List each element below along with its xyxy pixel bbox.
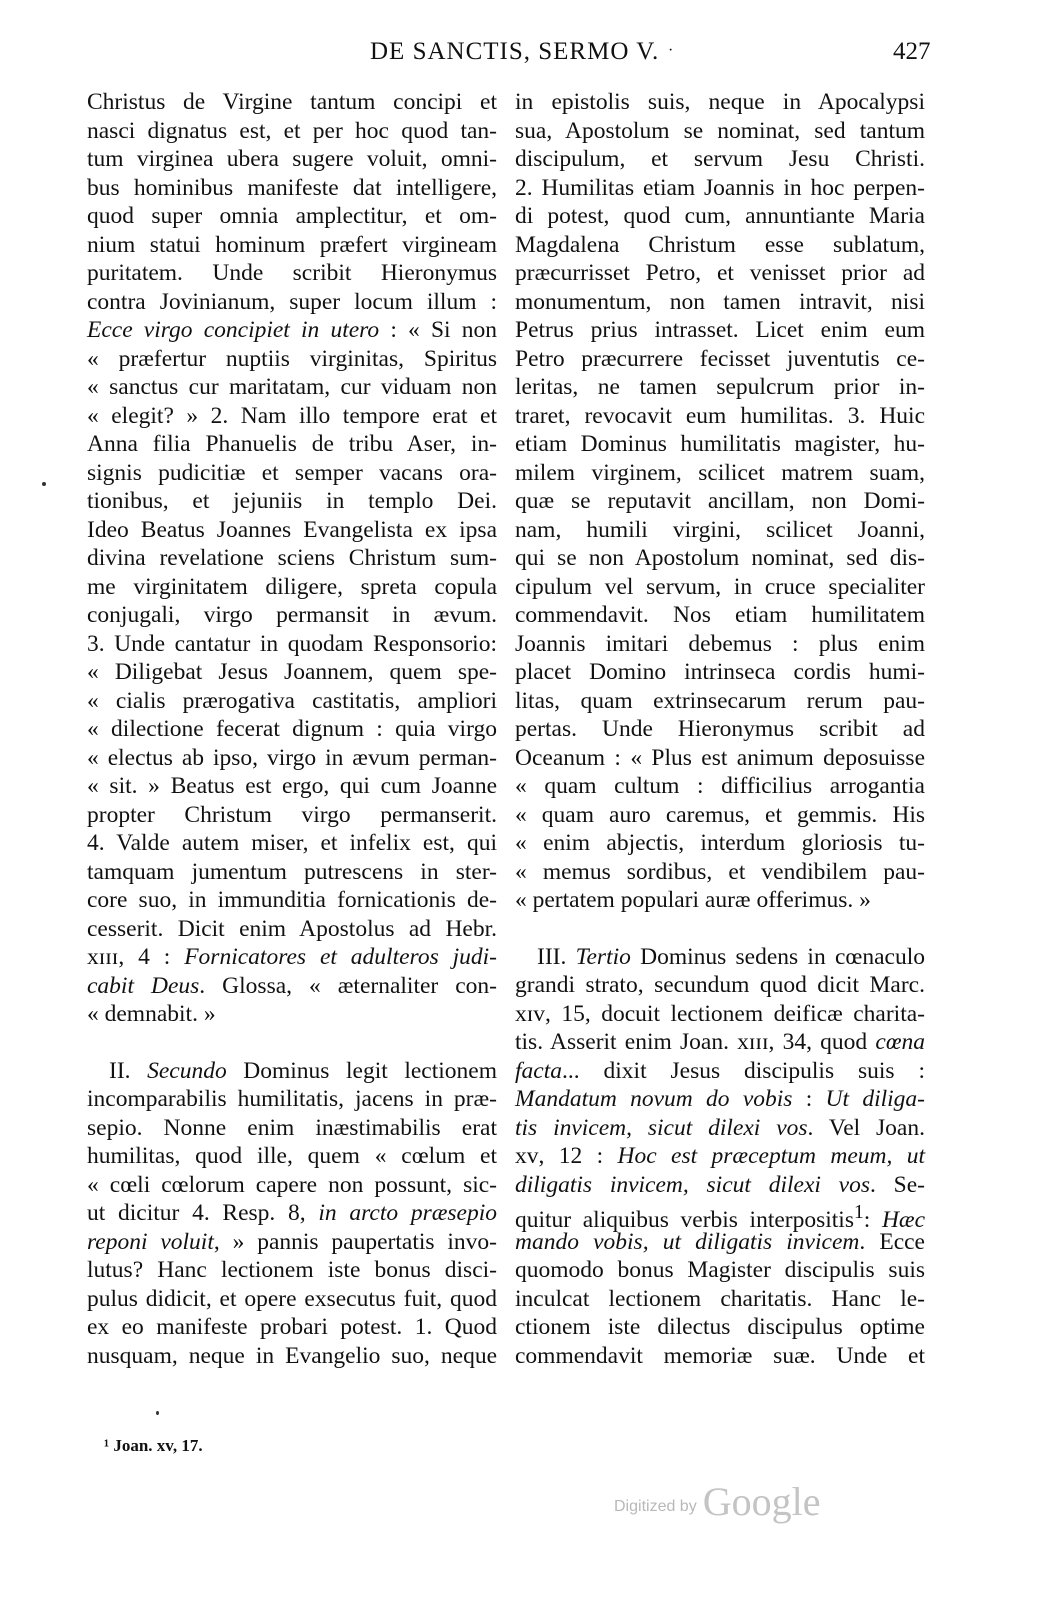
text-line: etiam Dominus humilitatis magister, hu- bbox=[515, 431, 925, 457]
text-line: grandi strato, secundum quod dicit Marc. bbox=[515, 972, 925, 998]
text-line: « elegit? » 2. Nam illo tempore erat et bbox=[87, 402, 497, 429]
text-line: 2. Humilitas etiam Joannis in hoc perpen- bbox=[515, 174, 925, 201]
text-line: sepio. Nonne enim inæstimabilis erat bbox=[87, 1114, 497, 1141]
text-line: « quam auro caremus, et gemmis. His bbox=[515, 801, 925, 828]
left-text-column bbox=[87, 88, 497, 1370]
text-line: propter Christum virgo permanserit. bbox=[87, 801, 497, 828]
text-line: nium statui hominum præfert virgineam bbox=[87, 231, 497, 258]
running-title: DE SANCTIS, SERMO V. bbox=[370, 38, 660, 65]
text-line: lutus? Hanc lectionem iste bonus disci- bbox=[87, 1257, 497, 1283]
text-line: me virginitatem diligere, spreta copula bbox=[87, 573, 497, 600]
text-line: « sit. » Beatus est ergo, qui cum Joanne bbox=[87, 773, 497, 799]
text-line: qui se non Apostolum nominat, sed dis- bbox=[515, 545, 925, 571]
text-line: « demnabit. » bbox=[87, 1001, 216, 1027]
text-line: pertas. Unde Hieronymus scribit ad bbox=[515, 716, 925, 742]
text-line: quomodo bonus Magister discipulis suis bbox=[515, 1257, 925, 1283]
text-line: xɪɪɪ, 4 : Fornicatores et adulteros judi- bbox=[87, 944, 497, 970]
text-line: monumentum, non tamen intravit, nisi bbox=[515, 288, 925, 315]
text-line: « memus sordibus, et vendibilem pau- bbox=[515, 858, 925, 885]
text-line: « cœli cœlorum capere non possunt, sic- bbox=[87, 1171, 497, 1198]
text-line: contra Jovinianum, super locum illum : bbox=[87, 288, 497, 315]
text-line: signis pudicitiæ et semper vacans ora- bbox=[87, 459, 497, 486]
watermark-google-logo: Google bbox=[702, 1479, 821, 1524]
text-line: core suo, in immunditia fornicationis de- bbox=[87, 887, 497, 913]
text-line: diligatis invicem, sicut dilexi vos. Se- bbox=[515, 1171, 925, 1198]
text-line: tamquam jumentum putrescens in ster- bbox=[87, 858, 497, 885]
text-line: tis invicem, sicut dilexi vos. Vel Joan. bbox=[515, 1114, 925, 1141]
text-line: commendavit memoriæ suæ. Unde et bbox=[515, 1342, 925, 1369]
text-line: di potest, quod cum, annuntiante Maria bbox=[515, 203, 925, 229]
text-line: sua, Apostolum se nominat, sed tantum bbox=[515, 117, 925, 144]
running-header bbox=[0, 38, 1062, 72]
text-line: tum virginea ubera sugere voluit, omni- bbox=[87, 146, 497, 172]
margin-speck bbox=[42, 482, 46, 486]
header-mark: · bbox=[668, 42, 674, 59]
text-line: placet Domino intrinseca cordis humi- bbox=[515, 659, 925, 685]
text-line: inculcat lectionem charitatis. Hanc le- bbox=[515, 1285, 925, 1312]
margin-speck bbox=[156, 1411, 159, 1415]
text-line: cesserit. Dicit enim Apostolus ad Hebr. bbox=[87, 915, 497, 942]
text-line: leritas, ne tamen sepulcrum prior in- bbox=[515, 374, 925, 400]
text-line: reponi voluit, » pannis paupertatis invo- bbox=[87, 1228, 497, 1255]
footnote: ¹ Joan. xv, 17. bbox=[104, 1436, 203, 1455]
text-line: « sanctus cur maritatam, cur viduam non bbox=[87, 374, 497, 400]
text-line: Anna filia Phanuelis de tribu Aser, in- bbox=[87, 431, 497, 457]
text-line: humilitas, quod ille, quem « cœlum et bbox=[87, 1143, 497, 1169]
text-line: nam, humili virgini, scilicet Joanni, bbox=[515, 516, 925, 543]
text-line: xᴠ, 12 : Hoc est præceptum meum, ut bbox=[515, 1143, 925, 1169]
text-line: præcurrisset Petro, et venisset prior ad bbox=[515, 260, 925, 286]
text-line: 3. Unde cantatur in quodam Responsorio: bbox=[87, 630, 497, 657]
text-line: Mandatum novum do vobis : Ut diliga- bbox=[515, 1086, 925, 1112]
text-line: cabit Deus. Glossa, « æternaliter con- bbox=[87, 972, 497, 999]
text-line: litas, quam extrinsecarum rerum pau- bbox=[515, 687, 925, 714]
text-line: puritatem. Unde scribit Hieronymus bbox=[87, 260, 497, 286]
text-line: « electus ab ipso, virgo in ævum perman- bbox=[87, 744, 497, 771]
text-line: Joannis imitari debemus : plus enim bbox=[515, 630, 925, 657]
text-line: tionibus, et jejuniis in templo Dei. bbox=[87, 488, 497, 514]
text-line: ex eo manifeste probari potest. 1. Quod bbox=[87, 1314, 497, 1340]
text-line: quitur aliquibus verbis interpositis$^1$: Hæc bbox=[515, 1202, 926, 1233]
text-line: tis. Asserit enim Joan. xɪɪɪ, 34, quod cœna bbox=[515, 1029, 925, 1055]
paragraph-gap bbox=[515, 915, 925, 943]
text-line: Magdalena Christum esse sublatum, bbox=[515, 231, 925, 258]
text-line: facta... dixit Jesus discipulis suis : bbox=[515, 1057, 925, 1084]
text-line: discipulum, et servum Jesu Christi. bbox=[515, 146, 925, 172]
text-line: « præfertur nuptiis virginitas, Spiritus bbox=[87, 345, 497, 372]
text-line: quod super omnia amplectitur, et om- bbox=[87, 203, 497, 229]
text-line: Petro præcurrere fecisset juventutis ce- bbox=[515, 345, 925, 372]
text-line: quæ se reputavit ancillam, non Domi- bbox=[515, 488, 925, 514]
text-line: Christus de Virgine tantum concipi et bbox=[87, 89, 497, 115]
right-text-column bbox=[515, 88, 925, 1370]
text-line: divina revelatione sciens Christum sum- bbox=[87, 545, 497, 571]
text-line: Oceanum : « Plus est animum deposuisse bbox=[515, 744, 925, 771]
text-line: « dilectione fecerat dignum : quia virgo bbox=[87, 716, 497, 742]
text-line: in epistolis suis, neque in Apocalypsi bbox=[515, 89, 925, 115]
text-line: ctionem iste dilectus discipulus optime bbox=[515, 1314, 925, 1340]
text-line: « pertatem populari auræ offerimus. » bbox=[515, 887, 871, 913]
text-line: Ideo Beatus Joannes Evangelista ex ipsa bbox=[87, 516, 497, 543]
paragraph-gap bbox=[87, 1029, 497, 1057]
text-line: Petrus prius intrasset. Licet enim eum bbox=[515, 317, 925, 343]
text-line: nusquam, neque in Evangelio suo, neque bbox=[87, 1342, 497, 1369]
text-line: III. Tertio Dominus sedens in cœnaculo bbox=[537, 943, 925, 970]
text-line: II. Secundo Dominus legit lectionem bbox=[109, 1057, 497, 1084]
watermark-digitized-by: Digitized by bbox=[614, 1498, 697, 1515]
text-line: « Diligebat Jesus Joannem, quem spe- bbox=[87, 659, 497, 685]
text-line: cipulum vel servum, in cruce specialiter bbox=[515, 573, 925, 600]
text-line: « quam cultum : difficilius arrogantia bbox=[515, 773, 925, 799]
text-line: Ecce virgo concipiet in utero : « Si non bbox=[87, 317, 497, 343]
text-line: « enim abjectis, interdum gloriosis tu- bbox=[515, 830, 925, 856]
text-line: conjugali, virgo permansit in ævum. bbox=[87, 602, 497, 628]
text-line: bus hominibus manifeste dat intelligere, bbox=[87, 174, 497, 201]
text-line: ut dicitur 4. Resp. 8, in arcto præsepio bbox=[87, 1200, 498, 1226]
text-line: nasci dignatus est, et per hoc quod tan- bbox=[87, 117, 497, 144]
text-line: 4. Valde autem miser, et infelix est, qui bbox=[87, 830, 497, 856]
text-line: mando vobis, ut diligatis invicem. Ecce bbox=[515, 1228, 925, 1255]
text-line: traret, revocavit eum humilitas. 3. Huic bbox=[515, 402, 925, 429]
text-line: xɪᴠ, 15, docuit lectionem deificæ charita- bbox=[515, 1000, 925, 1027]
text-line: milem virginem, scilicet matrem suam, bbox=[515, 459, 925, 486]
text-line: « cialis prærogativa castitatis, ampliori bbox=[87, 687, 497, 714]
google-watermark bbox=[614, 1478, 820, 1528]
text-line: pulus didicit, et opere exsecutus fuit, quod bbox=[87, 1285, 497, 1312]
text-line: commendavit. Nos etiam humilitatem bbox=[515, 602, 925, 628]
page-number: 427 bbox=[893, 38, 931, 65]
text-line: incomparabilis humilitatis, jacens in præ- bbox=[87, 1086, 497, 1112]
